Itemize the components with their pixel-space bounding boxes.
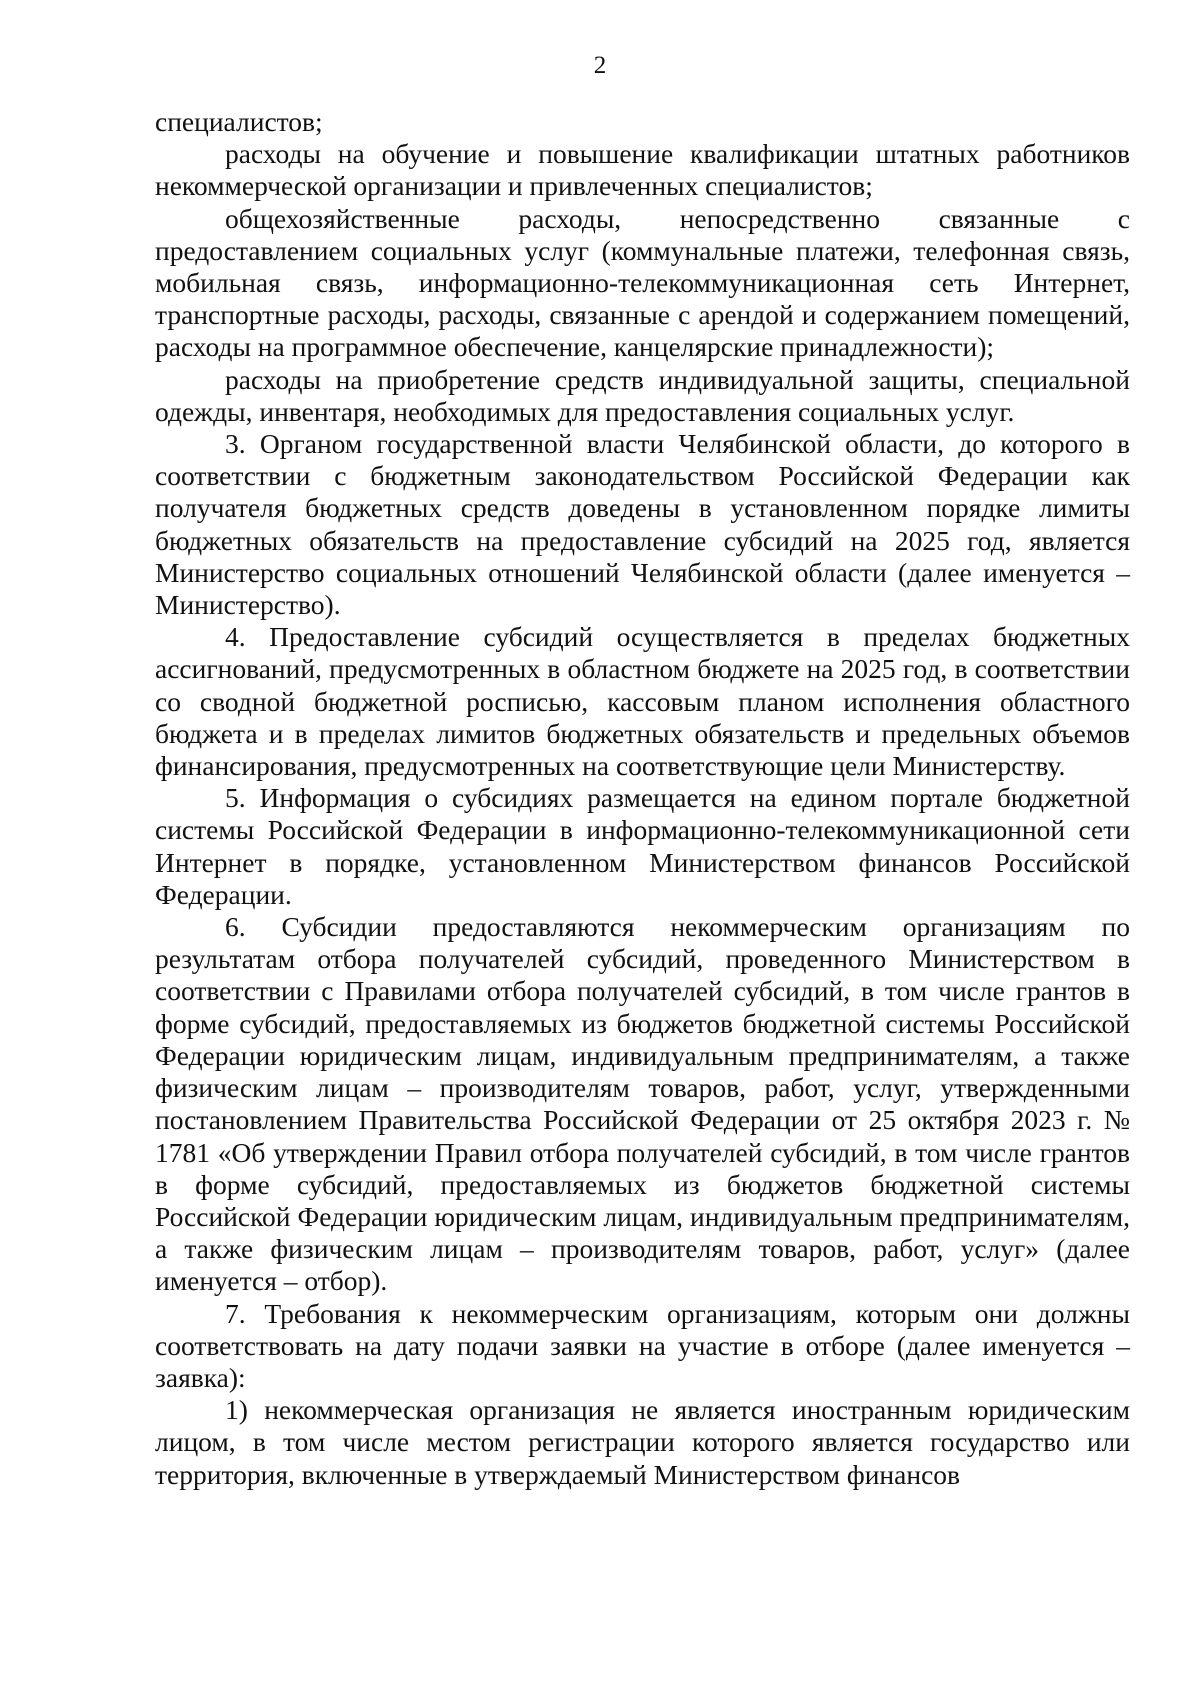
paragraph-item-7: 7. Требования к некоммерческим организациям, которым они должны соответствовать на дату подачи заявки на участие в отборе (далее именуется – заявка):	[155, 1297, 1130, 1393]
paragraph-item-6: 6. Субсидии предоставляются некоммерческим организациям по результатам отбора получателей субсидий, проведенного Министерством в соответствии с Правилами отбора получателей субсидий, в том числе грантов в форме субсидий, предоставляемых из бюджетов бюджетной системы Российской Федерации юридическим лицам, индивидуальным предпринимателям, а также физическим лицам – производителям товаров, работ, услуг, утвержденными постановлением Правительства Российской Федерации от 25 октября 2023 г. № 1781 «Об утверждении Правил отбора получателей субсидий, в том числе грантов в форме субсидий, предоставляемых из бюджетов бюджетной системы Российской Федерации юридическим лицам, индивидуальным предпринимателям, а также физическим лицам – производителям товаров, работ, услуг» (далее именуется – отбор).	[155, 911, 1130, 1297]
page-number: 2	[593, 52, 607, 79]
paragraph-item-5: 5. Информация о субсидиях размещается на едином портале бюджетной системы Российской Федерации в информационно-телекоммуникационной сети Интернет в порядке, установленном Министерством финансов Российской Федерации.	[155, 782, 1130, 910]
document-body	[155, 106, 1130, 1491]
paragraph-general-expenses: общехозяйственные расходы, непосредственно связанные с предоставлением социальных услуг (коммунальные платежи, телефонная связь, мобильная связь, информационно-телекоммуникационная сеть Интернет, транспортные расходы, расходы, связанные с арендой и содержанием помещений, расходы на программное обеспечение, канцелярские принадлежности);	[155, 202, 1130, 363]
paragraph-item-3: 3. Органом государственной власти Челябинской области, до которого в соответствии с бюджетным законодательством Российской Федерации как получателя бюджетных средств доведены в установленном порядке лимиты бюджетных обязательств на предоставление субсидий на 2025 год, является Министерство социальных отношений Челябинской области (далее именуется – Министерство).	[155, 428, 1130, 621]
paragraph-training-expenses: расходы на обучение и повышение квалификации штатных работников некоммерческой организации и привлеченных специалистов;	[155, 138, 1130, 202]
paragraph-protective-equipment: расходы на приобретение средств индивидуальной защиты, специальной одежды, инвентаря, необходимых для предоставления социальных услуг.	[155, 363, 1130, 427]
paragraph-item-4: 4. Предоставление субсидий осуществляется в пределах бюджетных ассигнований, предусмотренных в областном бюджете на 2025 год, в соответствии со сводной бюджетной росписью, кассовым планом исполнения областного бюджета и в пределах лимитов бюджетных обязательств и предельных объемов финансирования, предусмотренных на соответствующие цели Министерству.	[155, 621, 1130, 782]
paragraph-continuation: специалистов;	[155, 106, 323, 137]
paragraph-subitem-1: 1) некоммерческая организация не является иностранным юридическим лицом, в том числе местом регистрации которого является государство или территория, включенные в утверждаемый Министерством финансов	[155, 1394, 1130, 1490]
